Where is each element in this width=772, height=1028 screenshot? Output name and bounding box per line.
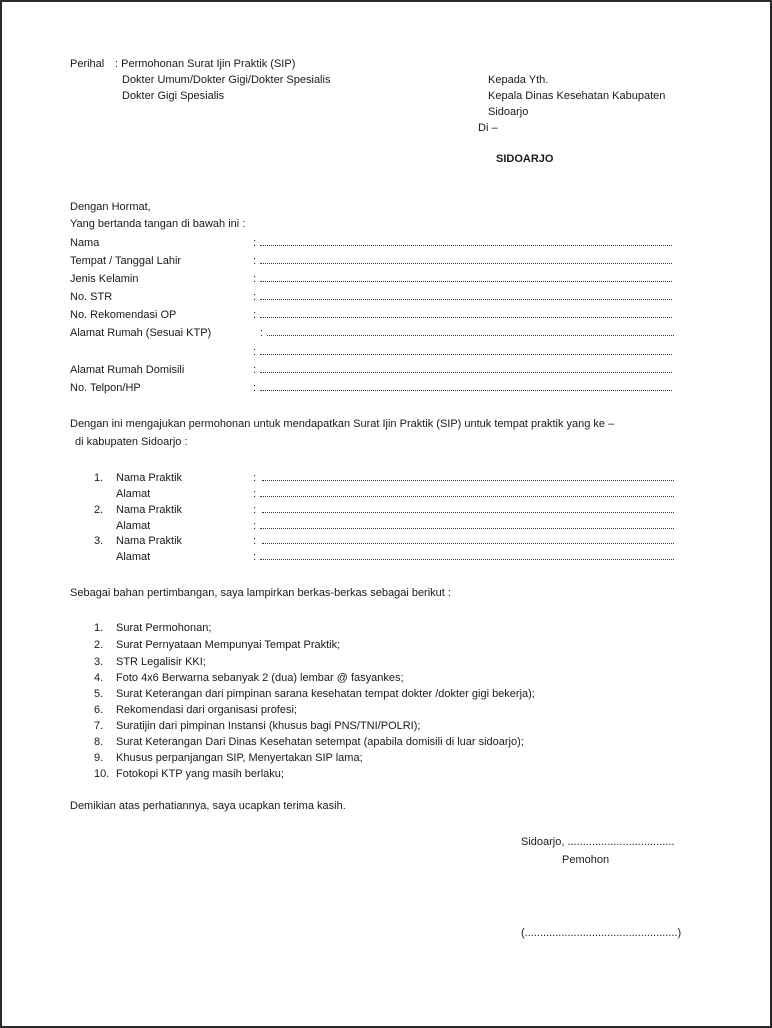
practice-address-dotted-line[interactable] [260,559,674,560]
practice-name-dotted-line[interactable] [262,480,674,481]
field-label: No. Rekomendasi OP [70,309,177,321]
practice-address-dotted-line[interactable] [260,496,674,497]
field-label: Nama [70,237,100,249]
field-colon: : [253,364,257,376]
greeting-hormat: Dengan Hormat, [70,201,151,213]
field-colon: : [253,309,257,321]
field-colon: : [253,273,257,285]
field-colon: : [253,346,257,358]
field-dotted-line[interactable] [260,245,672,246]
attachment-number: 4. [94,672,104,684]
practice-colon: : [253,535,257,547]
field-dotted-line[interactable] [260,317,672,318]
practice-colon: : [253,520,257,532]
field-dotted-line[interactable] [260,299,672,300]
attachment-number: 6. [94,704,104,716]
attachment-number: 10. [94,768,110,780]
field-dotted-line[interactable] [260,281,672,282]
signature-place-date[interactable]: Sidoarjo, ................................... [521,836,675,848]
practice-colon: : [253,504,257,516]
attachment-number: 9. [94,752,104,764]
attachment-item: Fotokopi KTP yang masih berlaku; [116,768,284,780]
field-dotted-line[interactable] [260,390,672,391]
practice-number: 1. [94,472,104,484]
attachment-number: 5. [94,688,104,700]
practice-name-label: Nama Praktik [116,504,183,516]
request-line-2: di kabupaten Sidoarjo : [75,436,188,448]
perihal-label: Perihal [70,58,105,70]
practice-address-label: Alamat [116,551,151,563]
signature-name-blank[interactable]: (..................................................) [521,927,682,939]
practice-address-dotted-line[interactable] [260,528,674,529]
attachment-item: Suratijin dari pimpinan Instansi (khusus bagi PNS/TNI/POLRI); [116,720,421,732]
field-dotted-line[interactable] [260,372,672,373]
addressee-kepala: Kepala Dinas Kesehatan Kabupaten [488,90,666,102]
field-colon: : [253,237,257,249]
attachments-intro: Sebagai bahan pertimbangan, saya lampirkan berkas-berkas sebagai berikut : [70,587,451,599]
addressee-city: SIDOARJO [496,153,554,165]
practice-number: 3. [94,535,104,547]
perihal-line-1: : Permohonan Surat Ijin Praktik (SIP) [115,58,296,70]
practice-number: 2. [94,504,104,516]
field-dotted-line[interactable] [260,263,672,264]
attachment-item: Rekomendasi dari organisasi profesi; [116,704,297,716]
perihal-line-2: Dokter Umum/Dokter Gigi/Dokter Spesialis [122,74,331,86]
field-label: No. STR [70,291,113,303]
practice-address-label: Alamat [116,520,151,532]
attachment-number: 3. [94,656,104,668]
practice-colon: : [253,472,257,484]
practice-name-dotted-line[interactable] [262,543,674,544]
field-label: Alamat Rumah (Sesuai KTP) [70,327,212,339]
field-colon: : [253,291,257,303]
attachment-item: Surat Permohonan; [116,622,212,634]
attachment-item: Surat Keterangan dari pimpinan sarana kesehatan tempat dokter /dokter gigi bekerja); [116,688,535,700]
practice-name-dotted-line[interactable] [262,512,674,513]
attachment-item: Surat Pernyataan Mempunyai Tempat Praktik; [116,639,341,651]
field-colon: : [260,327,264,339]
closing-sentence: Demikian atas perhatiannya, saya ucapkan terima kasih. [70,800,346,812]
practice-name-label: Nama Praktik [116,472,183,484]
attachment-item: STR Legalisir KKI; [116,656,206,668]
attachment-number: 7. [94,720,104,732]
addressee-kepada: Kepada Yth. [488,74,549,86]
field-colon: : [253,255,257,267]
addressee-di: Di – [478,122,498,134]
greeting-intro: Yang bertanda tangan di bawah ini : [70,218,246,230]
addressee-sidoarjo: Sidoarjo [488,106,529,118]
request-line-1: Dengan ini mengajukan permohonan untuk mendapatkan Surat Ijin Praktik (SIP) untuk tempat praktik yang ke – [70,418,615,430]
field-label: No. Telpon/HP [70,382,141,394]
field-dotted-line[interactable] [260,354,672,355]
attachment-number: 2. [94,639,104,651]
practice-colon: : [253,488,257,500]
perihal-line-3: Dokter Gigi Spesialis [122,90,225,102]
attachment-number: 1. [94,622,104,634]
practice-address-label: Alamat [116,488,151,500]
attachment-item: Surat Keterangan Dari Dinas Kesehatan setempat (apabila domisili di luar sidoarjo); [116,736,524,748]
field-label: Jenis Kelamin [70,273,139,285]
field-dotted-line[interactable] [267,335,674,336]
practice-colon: : [253,551,257,563]
attachment-item: Khusus perpanjangan SIP, Menyertakan SIP lama; [116,752,363,764]
field-label: Alamat Rumah Domisili [70,364,185,376]
signature-role: Pemohon [562,854,610,866]
attachment-number: 8. [94,736,104,748]
field-colon: : [253,382,257,394]
attachment-item: Foto 4x6 Berwarna sebanyak 2 (dua) lembar @ fasyankes; [116,672,404,684]
practice-name-label: Nama Praktik [116,535,183,547]
field-label: Tempat / Tanggal Lahir [70,255,182,267]
